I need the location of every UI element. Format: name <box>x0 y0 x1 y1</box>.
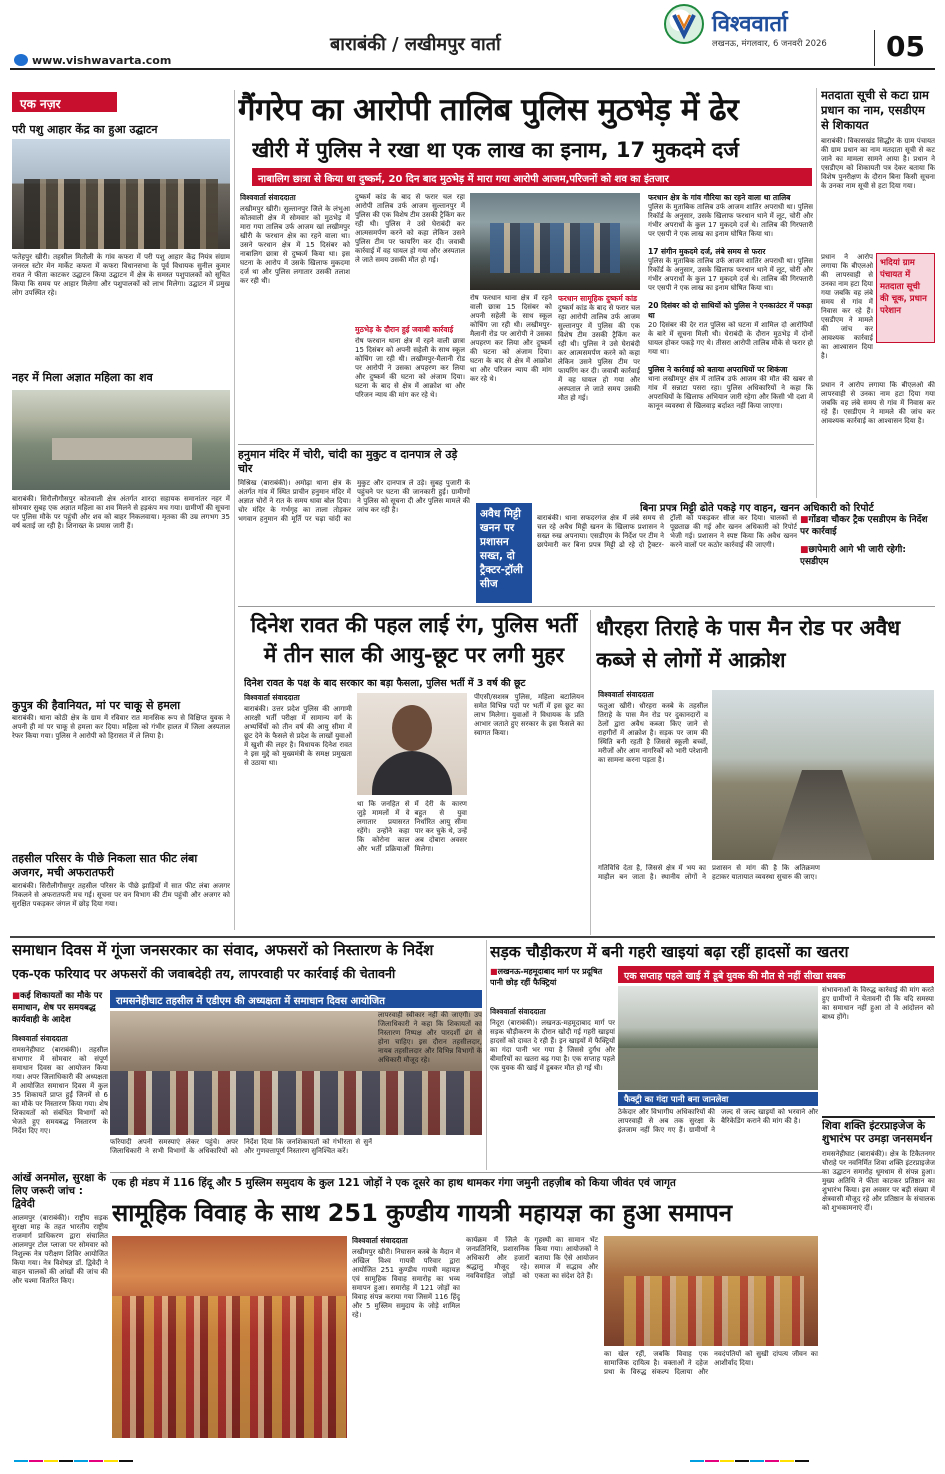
dhaurahra-headline: धौरहरा तिराहे के पास मैन रोड पर अवैध कब्जे से लोगों में आक्रोश <box>596 616 901 672</box>
sadak-band: एक सप्ताह पहले खाई में डूबे युवक की मौत से नहीं सीखा सबक <box>618 966 934 983</box>
khanan-side-box: अवैध मिट्टी खनन पर प्रशासन सख्त, दो ट्रैक्टर-ट्रॉली सीज <box>476 503 532 603</box>
sadak-headline: सड़क चौड़ीकरण में बनी गहरी खाइयां बढ़ा रहीं हादसों का खतरा <box>490 943 849 961</box>
voter-headline: मतदाता सूची से कटा ग्राम प्रधान का नाम, एसडीएम से शिकायत <box>821 88 929 132</box>
lead-subhead: खीरी में पुलिस ने रखा था एक लाख का इनाम, 17 मुकदमे दर्ज <box>252 138 739 162</box>
sadak-body-3: संभावनाओं के विरुद्ध कार्रवाई की मांग करते हुए ग्रामीणों ने चेतावनी दी कि यदि समस्या का समाधान नहीं हुआ तो वे आंदोलन को बाध्य होंगे। <box>822 986 934 1021</box>
khanan-headline: बिना प्रपत्र मिट्टी ढोते पकड़े गए वाहन, खनन अधिकारी को रिपोर्ट <box>640 503 874 514</box>
dinesh-headline: दिनेश रावत की पहल लाई रंग, पुलिस भर्ती में तीन साल की आयु-छूट पर लगी मुहर <box>250 613 578 667</box>
lead-body-2: दुष्कर्म कांड के बाद से फरार चल रहा आरोपी तालिब उर्फ आजम सुल्तानपुर में पुलिस की एक विशेष टीम उसकी ट्रैकिंग कर रही थी। पुलिस ने उसे घेराबंदी कर आत्मसमर्पण करने को कहा लेकिन उसने पुलिस टीम पर फायरिंग कर दी। जवाबी कार्रवाई में वह घायल हो गया और अस्पताल ले जाते समय उसकी मौत हो गई। <box>355 193 465 264</box>
shiva-story <box>822 1116 935 1441</box>
vivah-col-1 <box>352 1236 460 1441</box>
lead-body-6: थाना लखीमपुर क्षेत्र में तालिब उर्फ आजम की मौत की खबर से गांव में सन्नाटा पसरा रहा। पुलिस अधिकारियों ने कहा कि अपराधियों के खिलाफ अभियान जारी रहेगा और किसी भी दशा में कानून व्यवस्था से खिलवाड़ बर्दाश्त नहीं किया जाएगा। <box>648 375 813 410</box>
lead-byline: विश्ववार्ता संवाददाता <box>240 193 296 202</box>
samadhan-body: रामसनेहीघाट (बाराबंकी)। तहसील सभागार में सोमवार को संपूर्ण समाधान दिवस का आयोजन किया गया। अपर जिलाधिकारी की अध्यक्षता में आयोजित समाधान दिवस में कुल 35 शिकायतें प्राप्त हुईं जिनमें से 6 का मौके पर निस्तारण किया गया। शेष शिकायतों को संबंधित विभागों को भेजते हुए समयबद्ध निस्तारण के निर्देश दिए गए। <box>12 1046 108 1135</box>
lead-sub-2: फरधान सामूहिक दुष्कर्म कांड <box>558 294 638 303</box>
ek-nazar-item2-title: नहर में मिला अज्ञात महिला का शव <box>12 371 153 384</box>
lead-sub-3: फरधान क्षेत्र के गांव गौरिया का रहने वाला था तालिब <box>648 193 791 202</box>
dinesh-body: बाराबंकी। उत्तर प्रदेश पुलिस की आगामी आरक्षी भर्ती परीक्षा में सामान्य वर्ग के अभ्यर्थियों को तीन वर्ष की आयु सीमा में छूट देने के फैसले से प्रदेश के लाखों युवाओं में खुशी की लहर है। विधायक दिनेश रावत ने इस मुद्दे को मुख्यमंत्री के समक्ष प्रमुखता से उठाया था। <box>244 705 352 767</box>
lead-headline: गैंगरेप का आरोपी तालिब पुलिस मुठभेड़ में ढेर <box>238 92 739 128</box>
masthead <box>0 0 945 70</box>
sadak-body-2: ठेकेदार और विभागीय अधिकारियों की लापरवाही से अब तक सुरक्षा के इंतजाम नहीं किए गए हैं। ग्रामीणों ने जल्द से जल्द खाइयों को भरवाने और बैरिकेडिंग कराने की मांग की है। <box>618 1108 818 1134</box>
vivah-kicker: एक ही मंडप में 116 हिंदू और 5 मुस्लिम समुदाय के कुल 121 जोड़ों ने एक दूसरे का हाथ थामकर गंगा जमुनी तहज़ीब को किया जीवंत एवं जागृत <box>112 1177 676 1189</box>
vivah-headline: सामूहिक विवाह के साथ 251 कुण्डीय गायत्री महायज्ञ का हुआ समापन <box>112 1199 733 1227</box>
lead-col-3a <box>470 294 552 440</box>
voter-body-2: प्रधान ने आरोप लगाया कि बीएलओ की लापरवाही से उनका नाम हटा दिया गया जबकि वह लंबे समय से गांव में निवास कर रहे हैं। एसडीएम ने मामले की जांच कर आवश्यक कार्रवाई का आश्वासन दिया है। <box>821 253 873 360</box>
dateline: लखनऊ, मंगलवार, 6 जनवरी 2026 <box>712 39 827 49</box>
dinesh-body-3: पीएसी/सशस्त्र पुलिस, महिला बटालियन समेत विभिन्न पदों पर भर्ती में इस छूट का लाभ मिलेगा। युवाओं ने विधायक के प्रति आभार जताते हुए सरकार के इस फैसले का स्वागत किया। <box>474 693 584 737</box>
aankhe-story <box>12 1172 108 1442</box>
lead-body-2b: दुष्कर्म कांड के बाद से फरार चल रहा आरोपी तालिब उर्फ आजम सुल्तानपुर में पुलिस की एक विशेष टीम उसकी ट्रैकिंग कर रही थी। पुलिस ने उसे घेराबंदी कर आत्मसमर्पण करने को कहा लेकिन उसने पुलिस टीम पर फायरिंग कर दी। जवाबी कार्रवाई में वह घायल हो गया और अस्पताल ले जाते समय उसकी मौत हो गई। <box>558 304 640 402</box>
sadak-bullet: ■ लखनऊ-महमूदाबाद मार्ग पर प्रदूषित पानी छोड़ रहीं फैक्ट्रियां <box>490 966 615 1002</box>
aankhe-headline: आंखें अनमोल, सुरक्षा के लिए जरूरी जांच : द्विवेदी <box>12 1172 106 1210</box>
lead-body-1: लखीमपुर खीरी। सुल्तानपुर जिले के लंभुआ कोतवाली क्षेत्र में सोमवार को मुठभेड़ में मारा गया तालिब उर्फ आजम खां लखीमपुर खीरी के फरधान क्षेत्र का रहने वाला था। उसने फरधान क्षेत्र में 15 दिसंबर को नाबालिग छात्रा से दुष्कर्म किया था। इस घटना के आरोप में उसके खिलाफ मुकदमा दर्ज था और पुलिस लगातार उसकी तलाश कर रही थी। <box>240 205 350 285</box>
shiva-headline: शिवा शक्ति इंटरप्राइजेज के शुभारंभ पर उमड़ा जनसमर्थन <box>822 1116 935 1146</box>
dhaurahra-col-1 <box>598 690 708 860</box>
encounter-photo <box>470 193 640 290</box>
lead-col-2 <box>355 193 465 440</box>
ek-nazar-column <box>12 92 230 932</box>
voter-list-story <box>821 88 935 496</box>
lead-strap: नाबालिग छात्रा से किया था दुष्कर्म, 20 दिन बाद मुठभेड़ में मारा गया आरोपी आजम,परिजनों को शव का इंतजार <box>252 168 812 186</box>
hanuman-headline: हनुमान मंदिर में चोरी, चांदी का मुकुट व दानपात्र ले उड़े चोर <box>238 448 458 475</box>
news-photo <box>12 139 230 249</box>
ek-nazar-item1-title: परी पशु आहार केंद्र का हुआ उद्घाटन <box>12 123 158 136</box>
lead-sub-1: मुठभेड़ के दौरान हुई जवाबी कार्रवाई <box>355 325 454 334</box>
dinesh-body-2: था कि जनहित से जुड़े मामलों में वे लगातार प्रयासरत रहेंगे। उन्होंने कहा कि कोरोना काल और भर्ती प्रक्रियाओं में देरी के कारण बहुत से युवा निर्धारित आयु सीमा पार कर चुके थे, उन्हें अब दोबारा अवसर मिलेगा। <box>357 800 467 853</box>
lead-sub-6: पुलिस ने कार्रवाई को बताया अपराधियों पर शिकंजा <box>648 365 788 374</box>
voter-body: बाराबंकी। विकासखंड सिद्धौर के ग्राम पंचायत की ग्राम प्रधान का नाम मतदाता सूची से कट जाने का मामला सामने आया है। प्रधान ने एसडीएम को शिकायती पत्र देकर बताया कि विशेष पुनरीक्षण के दौरान बिना किसी सूचना के उनका नाम सूची से हटा दिया गया। <box>821 137 935 190</box>
dinesh-col-3 <box>474 693 584 933</box>
brand-logo-icon <box>664 4 704 44</box>
lead-body-3b: रोष फरधान थाना क्षेत्र में रहने वाली छात्रा 15 दिसंबर को अपनी सहेली के साथ स्कूल कोचिंग जा रही थी। लखीमपुर-मैलानी रोड पर आरोपी ने उसका अपहरण कर लिया और दुष्कर्म की घटना को अंजाम दिया। घटना के बाद से क्षेत्र में आक्रोश था और परिजन न्याय की मांग कर रहे थे। <box>470 294 552 383</box>
dhaurahra-body-2: गतिविधि देता है, जिससे क्षेत्र में भय का माहौल बन जाता है। स्थानीय लोगों ने प्रशासन से मांग की है कि अतिक्रमण हटाकर यातायात व्यवस्था सुचारु की जाए। <box>598 864 820 881</box>
vivah-body-2: कार्यक्रम में जिले के जनप्रतिनिधि, प्रशासनिक अधिकारी और हजारों श्रद्धालु मौजूद रहे। नवविवाहित जोड़ों को गृहस्थी का सामान भेंट किया गया। आयोजकों ने बताया कि ऐसे आयोजन समाज में सद्भाव और एकता का संदेश देते हैं। <box>466 1236 598 1280</box>
dhaurahra-body: फतुआ खीरी। धौरहरा कस्बे के तहसील तिराहे के पास मैन रोड पर दुकानदारों व ठेलों द्वारा अवैध कब्जा किए जाने से राहगीरों में आक्रोश है। सड़क पर जाम की स्थिति बनी रहती है जिससे स्कूली बच्चों, मरीजों और आम नागरिकों को भारी परेशानी का सामना करना पड़ता है। <box>598 702 708 764</box>
lead-body-3: रोष फरधान थाना क्षेत्र में रहने वाली छात्रा 15 दिसंबर को अपनी सहेली के साथ स्कूल कोचिंग जा रही थी। लखीमपुर-मैलानी रोड पर आरोपी ने उसका अपहरण कर लिया और दुष्कर्म की घटना को अंजाम दिया। घटना के बाद से क्षेत्र में आक्रोश था और परिजन न्याय की मांग कर रहे थे। <box>355 337 465 399</box>
ek-nazar-item4-title: तहसील परिसर के पीछे निकला सात फीट लंबा अजगर, मची अफरातफरी <box>12 852 198 879</box>
news-photo <box>12 390 230 490</box>
hanuman-story <box>238 448 470 600</box>
samadhan-body-2: फरियादी अपनी समस्याएं लेकर पहुंचे। अपर जिलाधिकारी ने सभी विभागों के अधिकारियों को निर्देश दिया कि जनशिकायतों को गंभीरता से सुनें और गुणवत्तापूर्ण निस्तारण सुनिश्चित करें। <box>110 1138 372 1155</box>
lead-col-3b <box>558 294 640 440</box>
khanan-bullet-1: ■ गोंडवा चौकर ट्रैक एसडीएम के निर्देश पर कार्रवाई <box>800 514 935 538</box>
shiva-body: रामसनेहीघाट (बाराबंकी)। क्षेत्र के टिकैतनगर चौराहे पर नवनिर्मित शिवा शक्ति इंटरप्राइजेज का उद्घाटन समारोह धूमधाम से संपन्न हुआ। मुख्य अतिथि ने फीता काटकर प्रतिष्ठान का शुभारंभ किया। इस अवसर पर बड़ी संख्या में क्षेत्रवासी मौजूद रहे और प्रतिष्ठान के संचालक को शुभकामनाएं दीं। <box>822 1150 935 1212</box>
ek-nazar-item2-body: बाराबंकी। सिरौलीगौसपुर कोतवाली क्षेत्र अंतर्गत शारदा सहायक समानांतर नहर में सोमवार सुबह एक अज्ञात महिला का शव मिलने से हड़कंप मच गया। ग्रामीणों की सूचना पर पुलिस मौके पर पहुंची और शव को बाहर निकलवाया। मृतका की उम्र लगभग 35 वर्ष बताई जा रही है। शिनाख्त के प्रयास जारी हैं। <box>12 495 230 530</box>
ek-nazar-item3-title: कुपुत्र की हैवानियत, मां पर चाकू से हमला <box>12 699 181 712</box>
samadhan-subhead: एक-एक फरियाद पर अफसरों की जवाबदेही तय, लापरवाही पर कार्रवाई की चेतावनी <box>12 966 396 981</box>
samadhan-byline: विश्ववार्ता संवाददाता <box>12 1034 68 1043</box>
dinesh-col-1 <box>244 693 352 933</box>
ek-nazar-item4-body: बाराबंकी। सिरौलीगौसपुर तहसील परिसर के पीछे झाड़ियों में सात फीट लंबा अजगर निकलने से अफरातफरी मच गई। सूचना पर वन विभाग की टीम पहुंची और अजगर को सुरक्षित पकड़कर जंगल में छोड़ दिया गया। <box>12 882 230 908</box>
dhaurahra-byline: विश्ववार्ता संवाददाता <box>598 690 654 699</box>
aankhe-body: आलमपुर (बाराबंकी)। राष्ट्रीय सड़क सुरक्षा माह के तहत भारतीय राष्ट्रीय राजमार्ग प्राधिकरण द्वारा संचालित आलमपुर टोल प्लाजा पर सोमवार को निशुल्क नेत्र परीक्षण शिविर आयोजित किया गया। नेत्र विशेषज्ञ डॉ. द्विवेदी ने वाहन चालकों की आंखों की जांच की और चश्मा वितरित किए। <box>12 1214 108 1285</box>
section-title: बाराबंकी / लखीमपुर वार्ता <box>330 34 501 55</box>
print-color-bar <box>690 1452 930 1462</box>
dinesh-byline: विश्ववार्ता संवाददाता <box>244 693 300 702</box>
ek-nazar-item3-body: बाराबंकी। थाना कोठी क्षेत्र के ग्राम में रविवार रात मानसिक रूप से विक्षिप्त युवक ने अपनी ही मां पर चाकू से हमला कर दिया। महिला को गंभीर हालत में जिला अस्पताल रेफर किया गया। पुलिस ने आरोपी को हिरासत में ले लिया है। <box>12 714 230 740</box>
lead-body-4: पुलिस के मुताबिक तालिब उर्फ आजम शातिर अपराधी था। पुलिस रिकॉर्ड के अनुसार, उसके खिलाफ फरधान थाने में लूट, चोरी और गंभीर अपराधों के कुल 17 मुकदमे दर्ज थे। तालिब की गिरफ्तारी पर एसपी ने एक लाख का इनाम घोषित किया था। <box>648 203 813 238</box>
brand-name: विश्ववार्ता <box>712 12 788 37</box>
road-photo <box>712 690 934 860</box>
lead-col-1 <box>240 193 350 440</box>
hanuman-body: मिश्रिख (बाराबंकी)। अमोढ़ा थाना क्षेत्र के अंतर्गत गांव में स्थित प्राचीन हनुमान मंदिर में अज्ञात चोरों ने रात के समय धावा बोल दिया। चोर मंदिर के गर्भगृह का ताला तोड़कर भगवान हनुमान की मूर्ति पर चढ़ा चांदी का मुकुट और दानपात्र ले उड़े। सुबह पुजारी के पहुंचने पर घटना की जानकारी हुई। ग्रामीणों ने पुलिस को सूचना दी और पुलिस मामले की जांच कर रही है। <box>238 479 470 523</box>
samadhan-band: रामसनेहीघाट तहसील में एडीएम की अध्यक्षता में समाधान दिवस आयोजित <box>110 990 482 1008</box>
web-icon <box>14 54 28 66</box>
sadak-photo <box>618 986 818 1090</box>
sadak-byline: विश्ववार्ता संवाददाता <box>490 1007 546 1016</box>
khanan-body: बाराबंकी। थाना सफदरगंज क्षेत्र में लंबे समय से चल रहे अवैध मिट्टी खनन के खिलाफ प्रशासन ने सख्त रुख अपनाया। एसडीएम के निर्देश पर टीम ने छापेमारी कर बिना प्रपत्र मिट्टी ढो रहे दो ट्रैक्टर-ट्रॉली को पकड़कर सीज कर दिया। चालकों से पूछताछ की गई और खनन अधिकारी को रिपोर्ट भेजी गई। प्रशासन ने स्पष्ट किया कि अवैध खनन करने वालों पर कठोर कार्रवाई की जाएगी। <box>537 514 797 549</box>
vivah-photo <box>604 1236 818 1346</box>
portrait-photo <box>357 693 467 795</box>
lead-sub-5: 20 दिसंबर को दो साथियों को पुलिस ने एनकाउंटर में पकड़ा था <box>648 301 813 320</box>
samadhan-col-1 <box>12 1034 108 1169</box>
page-number: 05 <box>886 30 925 63</box>
dinesh-col-2 <box>357 800 467 933</box>
pink-highlight-box: भदियां ग्राम पंचायत में मतदाता सूची की चूक, प्रधान परेशान <box>876 253 935 343</box>
voter-body-3: प्रधान ने आरोप लगाया कि बीएलओ की लापरवाही से उनका नाम हटा दिया गया जबकि वह लंबे समय से गांव में निवास कर रहे हैं। एसडीएम ने मामले की जांच कर आवश्यक कार्रवाई का आश्वासन दिया है। <box>821 381 935 425</box>
ek-nazar-label: एक नज़र <box>12 92 117 112</box>
lead-col-4 <box>648 193 813 440</box>
sadak-body: निदूरा (बाराबंकी)। लखनऊ-महमूदाबाद मार्ग पर सड़क चौड़ीकरण के दौरान खोदी गई गहरी खाइयां हादसों को दावत दे रही हैं। इन खाइयों में फैक्ट्रियों का गंदा पानी भर गया है जिससे दुर्गंध और बीमारियों का खतरा बढ़ गया है। एक सप्ताह पहले एक युवक की खाई में डूबकर मौत हो गई थी। <box>490 1019 615 1072</box>
samadhan-bullet: ■ कई शिकायतों का मौके पर समाधान, शेष पर समयबद्ध कार्यवाही के आदेश <box>12 990 108 1030</box>
vivah-byline: विश्ववार्ता संवाददाता <box>352 1236 408 1245</box>
samadhan-body-3: लापरवाही स्वीकार नहीं की जाएगी। उप जिलाधिकारी ने कहा कि शिकायतों का निस्तारण निष्पक्ष और पारदर्शी ढंग से होना चाहिए। इस दौरान तहसीलदार, नायब तहसीलदार और विभिन्न विभागों के अधिकारी मौजूद रहे। <box>378 1011 482 1064</box>
khanan-body-wrap <box>537 514 935 604</box>
print-color-bar <box>14 1452 254 1462</box>
vivah-body: लखीमपुर खीरी। निघासन कस्बे के मैदान में अखिल विश्व गायत्री परिवार द्वारा आयोजित 251 कुण्डीय गायत्री महायज्ञ एवं सामूहिक विवाह समारोह का भव्य समापन हुआ। समारोह में 121 जोड़ों का विवाह संपन्न कराया गया जिसमें 116 हिंदू और 5 मुस्लिम समुदाय के जोड़े शामिल रहे। <box>352 1248 460 1319</box>
lead-body-5: 20 दिसंबर की देर रात पुलिस को घटना में शामिल दो आरोपियों के बारे में सूचना मिली थी। घेराबंदी के दौरान मुठभेड़ में दोनों घायल होकर पकड़े गए थे। तीसरा आरोपी तालिब मौके से फरार हो गया था। <box>648 321 813 356</box>
khanan-bullet-2: ■ छापेमारी आगे भी जारी रहेगी: एसडीएम <box>800 544 935 568</box>
website-url[interactable]: www.vishwavarta.com <box>32 54 172 67</box>
dinesh-strap: दिनेश रावत के पक्ष के बाद सरकार का बड़ा फैसला, पुलिस भर्ती में 3 वर्ष की छूट <box>244 678 526 689</box>
lead-sub-4: 17 संगीन मुकदमे दर्ज, लंबे समय से फरार <box>648 247 766 256</box>
vivah-photo <box>112 1236 347 1438</box>
samadhan-headline: समाधान दिवस में गूंजा जनसरकार का संवाद, अफसरों को निस्तारण के निर्देश <box>12 941 434 959</box>
sadak-col-1 <box>490 1007 615 1169</box>
sadak-caption: फैक्ट्री का गंदा पानी बना जानलेवा <box>618 1092 818 1106</box>
vivah-body-3: का खेल रहीं, जबकि विवाह एक सामाजिक दायित्व है। वक्ताओं ने दहेज प्रथा के विरुद्ध संकल्प दिलाया और नवदंपतियों को सुखी दांपत्य जीवन का आशीर्वाद दिया। <box>604 1350 818 1376</box>
ek-nazar-item1-body: फतेहपुर खीरी। तहसील मितौली के गांव कफरा में परी पशु आहार केंद्र नियंत्र संग्राम जनरल स्टोर मेन मार्केट कफरा में कफरा विधानसभा के पूर्व विधायक सुनील कुमार रावत ने फीता काटकर उद्घाटन किया उद्घाटन में क्षेत्र के समस्त पशुपालकों को सूचित किया कि समय पर आहार मिलेगा और पशुपालकों को लाभ मिलेगा। उद्घाटन में प्रमुख लोग उपस्थित रहे। <box>12 253 230 297</box>
lead-body-4b: पुलिस के मुताबिक तालिब उर्फ आजम शातिर अपराधी था। पुलिस रिकॉर्ड के अनुसार, उसके खिलाफ फरधान थाने में लूट, चोरी और गंभीर अपराधों के कुल 17 मुकदमे दर्ज थे। तालिब की गिरफ्तारी पर एसपी ने एक लाख का इनाम घोषित किया था। <box>648 257 813 292</box>
